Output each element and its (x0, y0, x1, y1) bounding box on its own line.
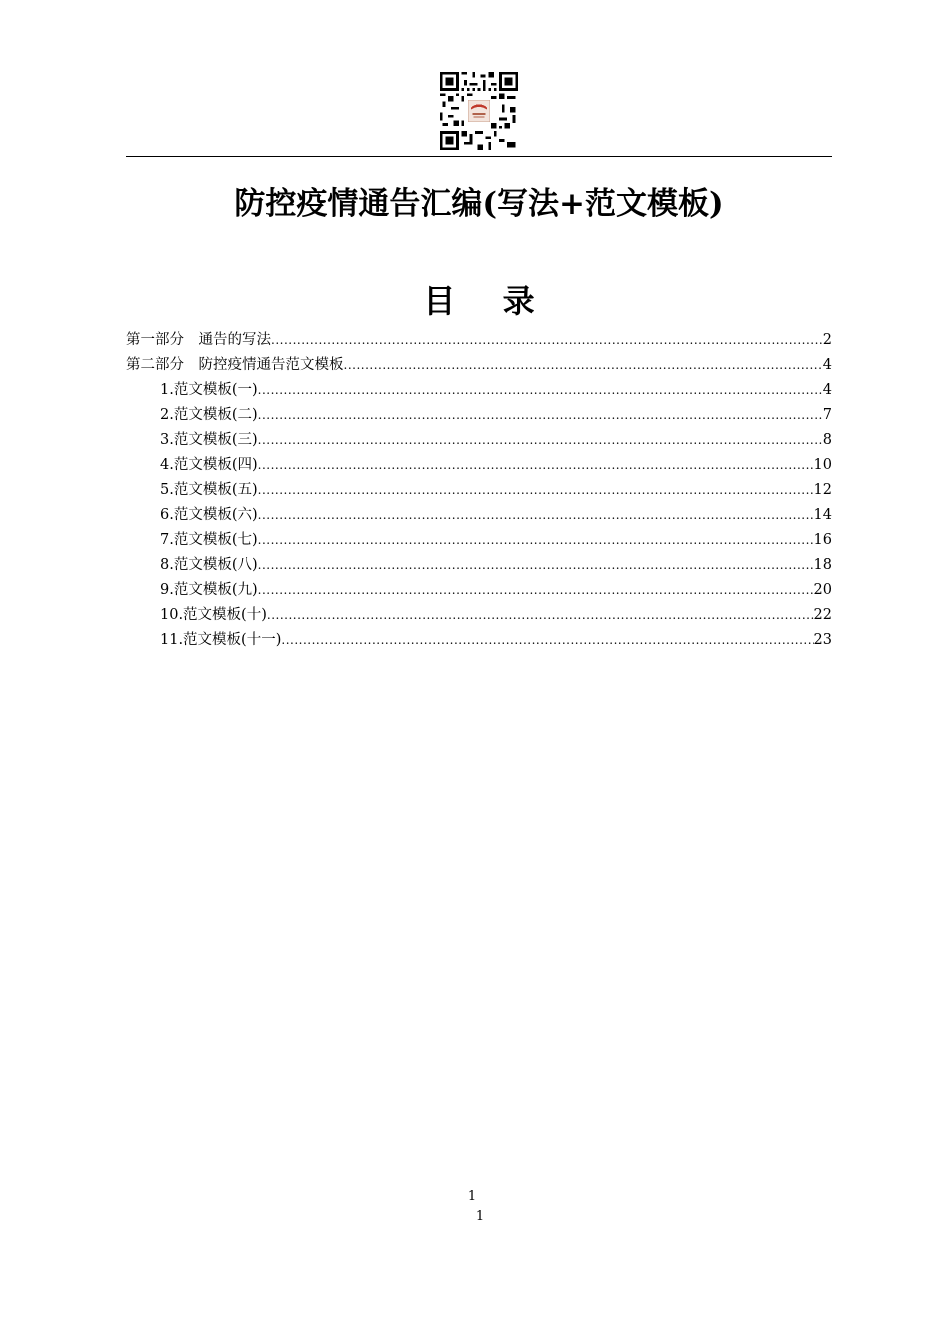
toc-entry-title: 5.范文模板(五) (160, 482, 258, 498)
toc-entry-title: 3.范文模板(三) (160, 432, 258, 448)
toc-heading: 目 录 (423, 282, 553, 320)
toc-entry-page: 4 (822, 382, 832, 398)
toc-entry[interactable] (126, 453, 832, 478)
toc-dot-leader (271, 328, 823, 353)
toc-entry[interactable] (126, 378, 832, 403)
table-of-contents (126, 328, 832, 653)
toc-entry-title: 4.范文模板(四) (160, 457, 258, 473)
toc-dot-leader (258, 503, 814, 528)
toc-entry-title: 8.范文模板(八) (160, 557, 258, 573)
toc-entry-title: 7.范文模板(七) (160, 532, 258, 548)
page-number-secondary: 1 (475, 1209, 485, 1224)
toc-entry-page: 16 (813, 532, 832, 548)
toc-entry-title: 6.范文模板(六) (160, 507, 258, 523)
toc-dot-leader (267, 603, 814, 628)
toc-entry[interactable] (126, 478, 832, 503)
toc-dot-leader (258, 578, 814, 603)
toc-dot-leader (258, 553, 814, 578)
toc-entry[interactable] (126, 553, 832, 578)
toc-entry[interactable] (126, 528, 832, 553)
toc-dot-leader (258, 453, 814, 478)
toc-dot-leader (344, 353, 823, 378)
toc-entry-page: 23 (813, 632, 832, 648)
toc-dot-leader (281, 628, 813, 653)
page-number: 1 (467, 1189, 477, 1204)
toc-entry-page: 4 (822, 357, 832, 373)
toc-entry-page: 12 (813, 482, 832, 498)
toc-entry[interactable] (126, 403, 832, 428)
toc-dot-leader (258, 403, 823, 428)
toc-entry-title: 9.范文模板(九) (160, 582, 258, 598)
toc-entry-title: 第一部分 通告的写法 (126, 332, 271, 348)
toc-entry-title: 第二部分 防控疫情通告范文模板 (126, 357, 344, 373)
toc-entry-page: 7 (822, 407, 832, 423)
toc-entry[interactable] (126, 503, 832, 528)
toc-entry[interactable] (126, 628, 832, 653)
toc-entry-page: 2 (822, 332, 832, 348)
toc-entry-title: 1.范文模板(一) (160, 382, 258, 398)
toc-entry[interactable] (126, 578, 832, 603)
toc-entry-page: 22 (813, 607, 832, 623)
toc-entry[interactable] (126, 428, 832, 453)
toc-entry[interactable] (126, 603, 832, 628)
toc-entry-page: 20 (813, 582, 832, 598)
toc-entry[interactable] (126, 353, 832, 378)
header-divider (126, 156, 832, 157)
toc-dot-leader (258, 428, 823, 453)
toc-entry-page: 8 (822, 432, 832, 448)
toc-entry-page: 18 (813, 557, 832, 573)
toc-entry-title: 11.范文模板(十一) (160, 632, 282, 648)
toc-dot-leader (258, 378, 823, 403)
toc-dot-leader (258, 478, 814, 503)
toc-entry[interactable] (126, 328, 832, 353)
document-title: 防控疫情通告汇编(写法+范文模板) (234, 186, 724, 222)
toc-dot-leader (258, 528, 814, 553)
toc-entry-page: 14 (813, 507, 832, 523)
toc-entry-title: 10.范文模板(十) (160, 607, 267, 623)
qr-code-icon (440, 72, 518, 150)
toc-entry-page: 10 (813, 457, 832, 473)
toc-entry-title: 2.范文模板(二) (160, 407, 258, 423)
